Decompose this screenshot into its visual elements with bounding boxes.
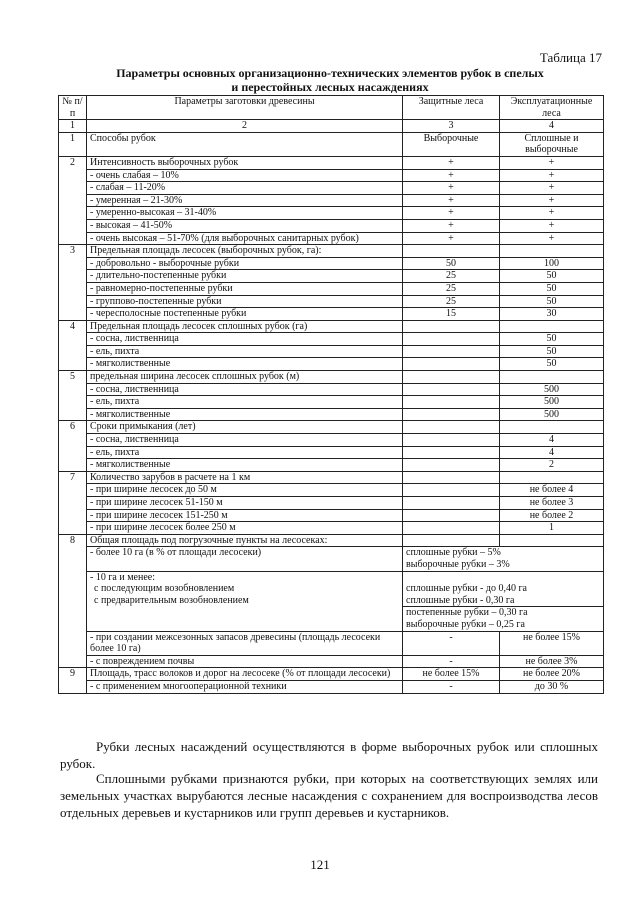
protective-cell (403, 509, 500, 522)
protective-cell (403, 497, 500, 510)
table-row: - с применением многооперационной техники - до 30 % (59, 680, 604, 693)
protective-cell (403, 371, 500, 384)
table-row (59, 547, 604, 571)
exploitation-cell: не более 4 (500, 484, 604, 497)
param-cell: Способы рубок (87, 132, 403, 156)
param-cell: - сосна, лиственница (87, 383, 403, 396)
param-cell: - очень слабая – 10% (87, 169, 403, 182)
param-cell: - умеренная – 21-30% (87, 194, 403, 207)
param-cell: - высокая – 41-50% (87, 219, 403, 232)
protective-cell (403, 421, 500, 434)
protective-cell: 15 (403, 308, 500, 321)
paragraph-2: Сплошными рубками признаются рубки, при которых на соответствующих землях или земельных участках вырубаются лесные насаждения с сохранением для воспроизводства лесов отдельных деревьев и кустарников или групп деревьев и кустарников. (60, 771, 598, 820)
protective-cell: + (403, 169, 500, 182)
row8-sub4: - с повреждением почвы (87, 655, 403, 668)
protective-cell (403, 434, 500, 447)
exploitation-cell: не более 2 (500, 509, 604, 522)
header-exploitation: Эксплуатационные леса (500, 96, 604, 120)
page-number: 121 (310, 857, 330, 872)
protective-cell (403, 345, 500, 358)
exploitation-cell: 4 (500, 446, 604, 459)
header-param: Параметры заготовки древесины (87, 96, 403, 120)
column-number-row (59, 120, 604, 133)
exploitation-cell: + (500, 169, 604, 182)
table-row (59, 132, 604, 156)
exploitation-cell (500, 245, 604, 258)
table-row (59, 282, 604, 295)
table-row (59, 446, 604, 459)
exploitation-cell: + (500, 232, 604, 245)
title-line-2: и перестойных лесных насаждениях (231, 80, 429, 94)
protective-cell: 25 (403, 270, 500, 283)
table-row (59, 534, 604, 547)
protective-cell (403, 408, 500, 421)
exploitation-cell: 30 (500, 308, 604, 321)
exploitation-cell: + (500, 194, 604, 207)
param-cell: - ель, пихта (87, 396, 403, 409)
title-line-1: Параметры основных организационно-технических элементов рубок в спелых (116, 66, 544, 80)
param-cell: предельная ширина лесосек сплошных рубок (м) (87, 371, 403, 384)
protective-cell: Выборочные (403, 132, 500, 156)
exploitation-cell: 500 (500, 408, 604, 421)
table-row (59, 421, 604, 434)
table-row (59, 308, 604, 321)
table-row (59, 194, 604, 207)
exploitation-cell (500, 371, 604, 384)
param-cell: - добровольно - выборочные рубки (87, 257, 403, 270)
protective-cell: + (403, 219, 500, 232)
row8-sub2: - 10 га и менее: с последующим возобновлением с предварительным возобновлением (87, 571, 403, 631)
exploitation-cell: + (500, 182, 604, 195)
param-cell: - длительно-постепенные рубки (87, 270, 403, 283)
table-row (59, 320, 604, 333)
param-cell: Предельная площадь лесосек сплошных рубок (га) (87, 320, 403, 333)
protective-cell: 50 (403, 257, 500, 270)
param-cell: - при ширине лесосек 51-150 м (87, 497, 403, 510)
row-number: 5 (59, 371, 87, 421)
table-row (59, 509, 604, 522)
table-row (59, 497, 604, 510)
protective-cell: 25 (403, 295, 500, 308)
exploitation-cell: 50 (500, 358, 604, 371)
protective-cell (403, 396, 500, 409)
param-cell: - умеренно-высокая – 31-40% (87, 207, 403, 220)
param-cell: - группово-постепенные рубки (87, 295, 403, 308)
protective-cell (403, 459, 500, 472)
exploitation-cell: 1 (500, 522, 604, 535)
table-row (59, 408, 604, 421)
param-cell: - мягколиственные (87, 358, 403, 371)
table-row (59, 434, 604, 447)
table-row (59, 219, 604, 232)
table-row (59, 522, 604, 535)
param-cell: - сосна, лиственница (87, 434, 403, 447)
table-row (59, 396, 604, 409)
exploitation-cell: 50 (500, 345, 604, 358)
row-number: 7 (59, 471, 87, 534)
exploitation-cell: 50 (500, 282, 604, 295)
param-cell: Количество зарубов в расчете на 1 км (87, 471, 403, 484)
exploitation-cell: + (500, 219, 604, 232)
header-num: № п/п (59, 96, 87, 120)
table-row: - при создании межсезонных запасов древесины (площадь лесосеки более 10 га) - не более 15% (59, 631, 604, 655)
param-cell: - при ширине лесосек до 50 м (87, 484, 403, 497)
protective-cell (403, 522, 500, 535)
protective-cell: + (403, 232, 500, 245)
table-row: - с повреждением почвы - не более 3% (59, 655, 604, 668)
table-row: 9 Площадь, трасс волоков и дорог на лесосеке (% от площади лесосеки) не более 15% не более 20% (59, 668, 604, 681)
row-number: 8 (59, 534, 87, 668)
row-number: 2 (59, 156, 87, 244)
row-number: 4 (59, 320, 87, 370)
exploitation-cell: не более 3 (500, 497, 604, 510)
protective-cell: 25 (403, 282, 500, 295)
param-cell: - при ширине лесосек более 250 м (87, 522, 403, 535)
exploitation-cell: Сплошные и выборочные (500, 132, 604, 156)
table-row (59, 459, 604, 472)
exploitation-cell: + (500, 207, 604, 220)
header-row (59, 96, 604, 120)
table-row (59, 156, 604, 169)
protective-cell: + (403, 182, 500, 195)
row-number: 1 (59, 132, 87, 156)
param-cell: - ель, пихта (87, 446, 403, 459)
exploitation-cell: 500 (500, 396, 604, 409)
param-cell: - мягколиственные (87, 408, 403, 421)
param-cell: Предельная площадь лесосек (выборочных рубок, га): (87, 245, 403, 258)
exploitation-cell: + (500, 156, 604, 169)
table-row (59, 471, 604, 484)
param-cell: - сосна, лиственница (87, 333, 403, 346)
exploitation-cell (500, 421, 604, 434)
row-number: 9 (59, 668, 87, 693)
protective-cell (403, 358, 500, 371)
table-row (59, 333, 604, 346)
table-row (59, 207, 604, 220)
param-cell: Интенсивность выборочных рубок (87, 156, 403, 169)
row8-sub1-values: сплошные рубки – 5% выборочные рубки – 3% (403, 547, 604, 571)
row8-sub2-values: сплошные рубки - до 0,40 га сплошные рубки - 0,30 га постепенные рубки – 0,30 га выборочные рубки – 0,25 га (403, 571, 604, 631)
paragraph-1: Рубки лесных насаждений осуществляются в форме выборочных рубок или сплошных рубок. (60, 739, 598, 771)
parameters-table (58, 95, 604, 694)
exploitation-cell: 500 (500, 383, 604, 396)
protective-cell (403, 320, 500, 333)
row8-sub3: - при создании межсезонных запасов древесины (площадь лесосеки более 10 га) (87, 631, 403, 655)
param-cell: Сроки примыкания (лет) (87, 421, 403, 434)
param-cell: - при ширине лесосек 151-250 м (87, 509, 403, 522)
protective-cell (403, 245, 500, 258)
row-number: 3 (59, 245, 87, 321)
table-row (59, 182, 604, 195)
row8-sub1: - более 10 га (в % от площади лесосеки) (87, 547, 403, 571)
table-row (59, 270, 604, 283)
row9-sub: - с применением многооперационной техники (87, 680, 403, 693)
param-cell: - мягколиственные (87, 459, 403, 472)
protective-cell (403, 383, 500, 396)
row-number: 6 (59, 421, 87, 471)
protective-cell: + (403, 156, 500, 169)
param-cell: - равномерно-постепенные рубки (87, 282, 403, 295)
table-row (59, 371, 604, 384)
row9-param: Площадь, трасс волоков и дорог на лесосеке (% от площади лесосеки) (87, 668, 403, 681)
exploitation-cell: 100 (500, 257, 604, 270)
protective-cell: + (403, 194, 500, 207)
exploitation-cell (500, 471, 604, 484)
exploitation-cell: 2 (500, 459, 604, 472)
protective-cell (403, 471, 500, 484)
row8-title: Общая площадь под погрузочные пункты на лесосеках: (87, 534, 403, 547)
protective-cell (403, 333, 500, 346)
table-row (59, 232, 604, 245)
table-row (59, 383, 604, 396)
exploitation-cell: 50 (500, 333, 604, 346)
protective-cell: + (403, 207, 500, 220)
exploitation-cell: 50 (500, 270, 604, 283)
col-num-1: 1 (59, 120, 87, 133)
param-cell: - очень высокая – 51-70% (для выборочных санитарных рубок) (87, 232, 403, 245)
table-row (59, 245, 604, 258)
col-num-4: 4 (500, 120, 604, 133)
col-num-2: 2 (87, 120, 403, 133)
table-row (59, 169, 604, 182)
exploitation-cell (500, 320, 604, 333)
protective-cell (403, 484, 500, 497)
col-num-3: 3 (403, 120, 500, 133)
exploitation-cell: 50 (500, 295, 604, 308)
table-title (60, 66, 600, 94)
table-label: Таблица 17 (539, 50, 602, 65)
table-row (59, 257, 604, 270)
param-cell: - чересполосные постепенные рубки (87, 308, 403, 321)
table-row (59, 345, 604, 358)
table-row (59, 295, 604, 308)
table-row (59, 484, 604, 497)
header-protective: Защитные леса (403, 96, 500, 120)
param-cell: - ель, пихта (87, 345, 403, 358)
param-cell: - слабая – 11-20% (87, 182, 403, 195)
table-row (59, 571, 604, 631)
table-row (59, 358, 604, 371)
protective-cell (403, 446, 500, 459)
exploitation-cell: 4 (500, 434, 604, 447)
